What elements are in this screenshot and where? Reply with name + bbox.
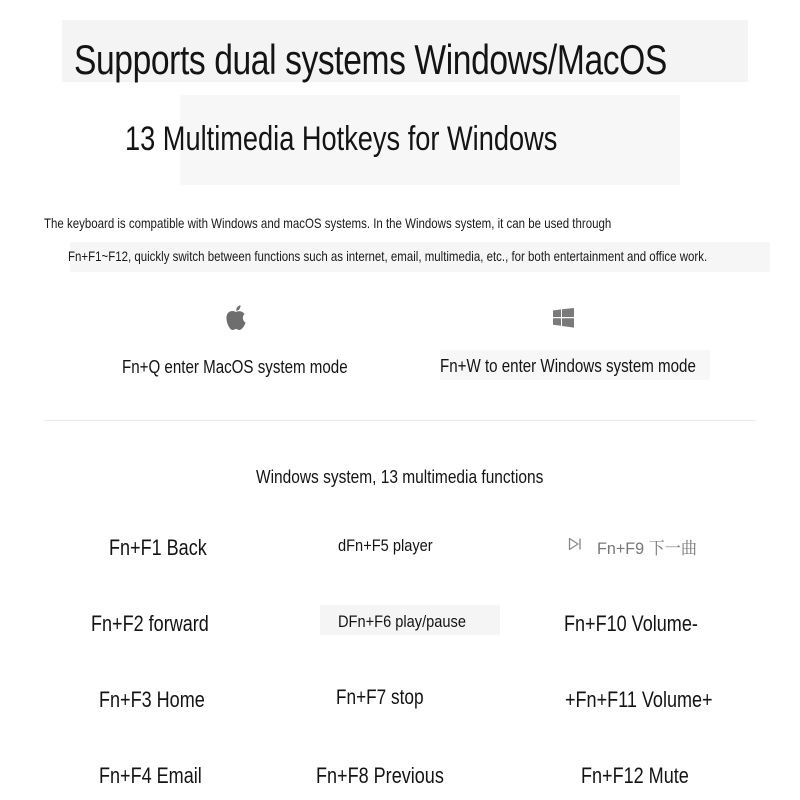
hotkey-f1: Fn+F1 Back [109, 535, 207, 560]
hotkey-f12: Fn+F12 Mute [581, 763, 689, 788]
hotkey-f3: Fn+F3 Home [99, 687, 205, 712]
apple-icon [224, 304, 248, 332]
hotkey-f2: Fn+F2 forward [91, 611, 209, 636]
page-subtitle: 13 Multimedia Hotkeys for Windows [125, 120, 558, 158]
hotkey-f11: +Fn+F11 Volume+ [565, 687, 713, 712]
windows-mode-label: Fn+W to enter Windows system mode [440, 356, 696, 376]
hotkey-f8: Fn+F8 Previous [316, 763, 444, 788]
divider [44, 420, 756, 421]
mac-mode-label: Fn+Q enter MacOS system mode [122, 357, 348, 377]
skip-next-icon [568, 537, 582, 551]
hotkey-f7: Fn+F7 stop [336, 686, 424, 709]
section-title: Windows system, 13 multimedia functions [256, 467, 544, 487]
description-line-2: Fn+F1~F12, quickly switch between functions such as internet, email, multimedia, etc., for both entertainment and office work. [68, 248, 708, 264]
hotkey-f10: Fn+F10 Volume- [564, 611, 698, 636]
windows-icon [553, 308, 574, 328]
hotkey-f9: Fn+F9 下一曲 [597, 539, 698, 558]
hotkey-f4: Fn+F4 Email [99, 763, 202, 788]
hotkey-f5: dFn+F5 player [338, 536, 433, 555]
page-title: Supports dual systems Windows/MacOS [74, 36, 667, 83]
hotkey-f6: DFn+F6 play/pause [338, 612, 467, 631]
description-line-1: The keyboard is compatible with Windows and macOS systems. In the Windows system, it can be used through [44, 215, 612, 231]
